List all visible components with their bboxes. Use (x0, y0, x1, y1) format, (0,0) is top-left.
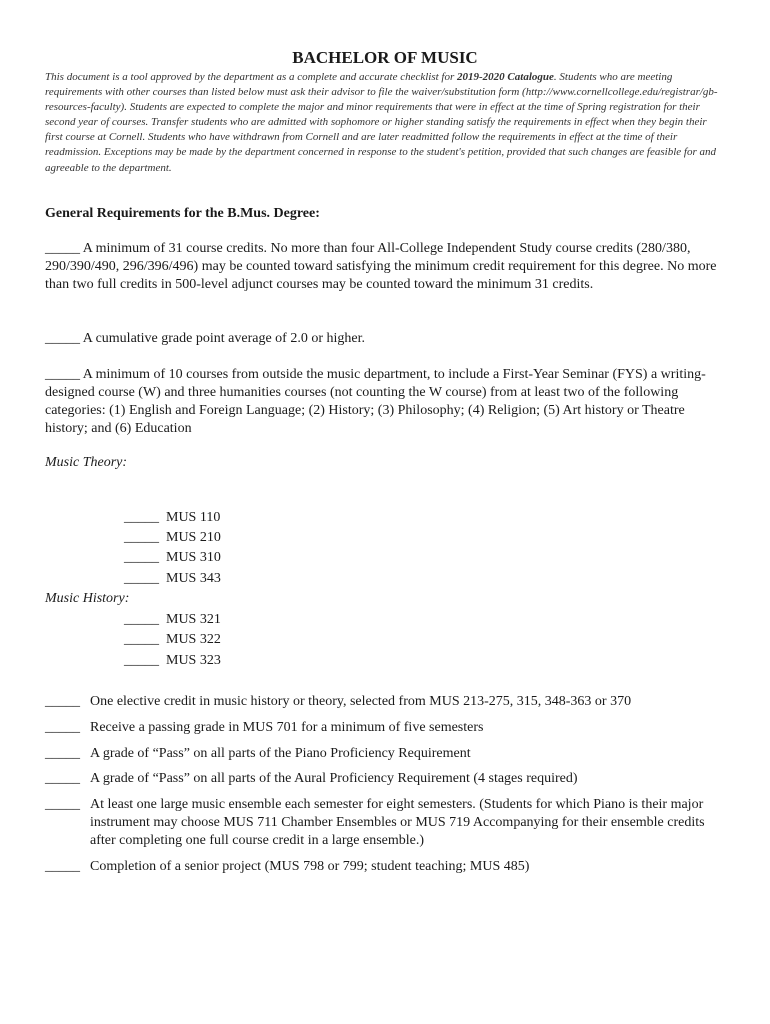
document-title: BACHELOR OF MUSIC (292, 48, 478, 67)
requirement-elective (45, 693, 725, 711)
course-item (124, 569, 221, 589)
course-code: MUS 310 (166, 550, 221, 565)
checkbox-blank[interactable]: _____ (45, 331, 80, 346)
requirement-mus701 (45, 719, 725, 737)
checkbox-blank[interactable]: _____ (124, 510, 159, 525)
checkbox-blank[interactable]: _____ (45, 720, 80, 735)
checkbox-blank[interactable]: _____ (124, 632, 159, 647)
course-item (124, 630, 221, 650)
requirement-piano-proficiency (45, 745, 725, 763)
requirement-text: At least one large music ensemble each semester for eight semesters. (Students for which Piano is their major instrument may choose MUS 711 Chamber Ensembles or MUS 719 Accompanying for their ensemble credits after completing one full course credit in a large ensemble.) (90, 797, 705, 848)
course-item (124, 508, 220, 528)
course-item (124, 528, 221, 548)
checkbox-blank[interactable]: _____ (124, 571, 159, 586)
checkbox-blank[interactable]: _____ (45, 746, 80, 761)
requirement-text: One elective credit in music history or theory, selected from MUS 213-275, 315, 348-363 or 370 (90, 694, 632, 709)
requirement-outside-courses (45, 366, 725, 438)
checkbox-blank[interactable]: _____ (45, 367, 80, 382)
general-requirements-heading: General Requirements for the B.Mus. Degree: (45, 206, 320, 221)
catalogue-year: 2019-2020 Catalogue (457, 71, 554, 83)
requirement-text: A minimum of 31 course credits. No more than four All-College Independent Study course credits (280/380, 290/390/490, 296/396/496) may be counted toward satisfying the minimum credit requirement for this degree. No more than two full credits in 500-level adjunct courses may be counted toward the minimum 31 credits. (45, 241, 717, 292)
course-item (124, 610, 221, 630)
checkbox-blank[interactable]: _____ (124, 530, 159, 545)
course-code: MUS 210 (166, 530, 221, 545)
course-code: MUS 323 (166, 653, 221, 668)
course-item (124, 651, 221, 671)
requirement-text: Completion of a senior project (MUS 798 or 799; student teaching; MUS 485) (90, 859, 530, 874)
requirement-aural-proficiency (45, 770, 725, 788)
checkbox-blank[interactable]: _____ (124, 550, 159, 565)
checkbox-blank[interactable]: _____ (45, 797, 80, 812)
course-code: MUS 343 (166, 571, 221, 586)
intro-text-part2: . Students who are meeting requirements with other courses than listed below must ask their advisor to file the waiver/substitution form (http://www.cornellcollege.edu/registrar/gb-resources-faculty). Students are expected to complete the major and minor requirements that were in effect at the time of Spring registration for their second year of courses. Transfer students who are admitted with sophomore or higher standing satisfy the requirements in effect when they begin their first course at Cornell. Students who have withdrawn from Cornell and are later readmitted follow the requirements in effect at the time of their readmission. Exceptions may be made by the department concerned in response to the student's petition, provided that such changes are feasible for and agreeable to the department. (45, 71, 718, 174)
requirement-ensemble (45, 796, 725, 850)
checkbox-blank[interactable]: _____ (124, 653, 159, 668)
requirement-gpa (45, 330, 725, 348)
requirement-text: A cumulative grade point average of 2.0 or higher. (82, 331, 365, 346)
requirement-text: A minimum of 10 courses from outside the music department, to include a First-Year Seminar (FYS) a writing-designed course (W) and three humanities courses (not counting the W course) from at least two of the following categories: (1) English and Foreign Language; (2) History; (3) Philosophy; (4) Religion; (5) Art history or Theatre history; and (6) Education (45, 367, 706, 436)
checkbox-blank[interactable]: _____ (45, 694, 80, 709)
course-code: MUS 321 (166, 612, 221, 627)
course-item (124, 548, 221, 568)
checkbox-blank[interactable]: _____ (45, 859, 80, 874)
intro-paragraph (45, 70, 725, 176)
course-code: MUS 110 (166, 510, 221, 525)
course-code: MUS 322 (166, 632, 221, 647)
requirement-text: A grade of “Pass” on all parts of the Aural Proficiency Requirement (4 stages required) (90, 771, 578, 786)
requirement-senior-project (45, 858, 725, 876)
requirement-text: Receive a passing grade in MUS 701 for a minimum of five semesters (90, 720, 484, 735)
checkbox-blank[interactable]: _____ (45, 241, 80, 256)
music-history-label: Music History: (45, 591, 130, 606)
requirement-text: A grade of “Pass” on all parts of the Piano Proficiency Requirement (90, 746, 471, 761)
checkbox-blank[interactable]: _____ (45, 771, 80, 786)
requirement-credits (45, 240, 725, 294)
checkbox-blank[interactable]: _____ (124, 612, 159, 627)
music-theory-label: Music Theory: (45, 455, 128, 470)
intro-text-part1: This document is a tool approved by the department as a complete and accurate checklist for (45, 71, 458, 83)
